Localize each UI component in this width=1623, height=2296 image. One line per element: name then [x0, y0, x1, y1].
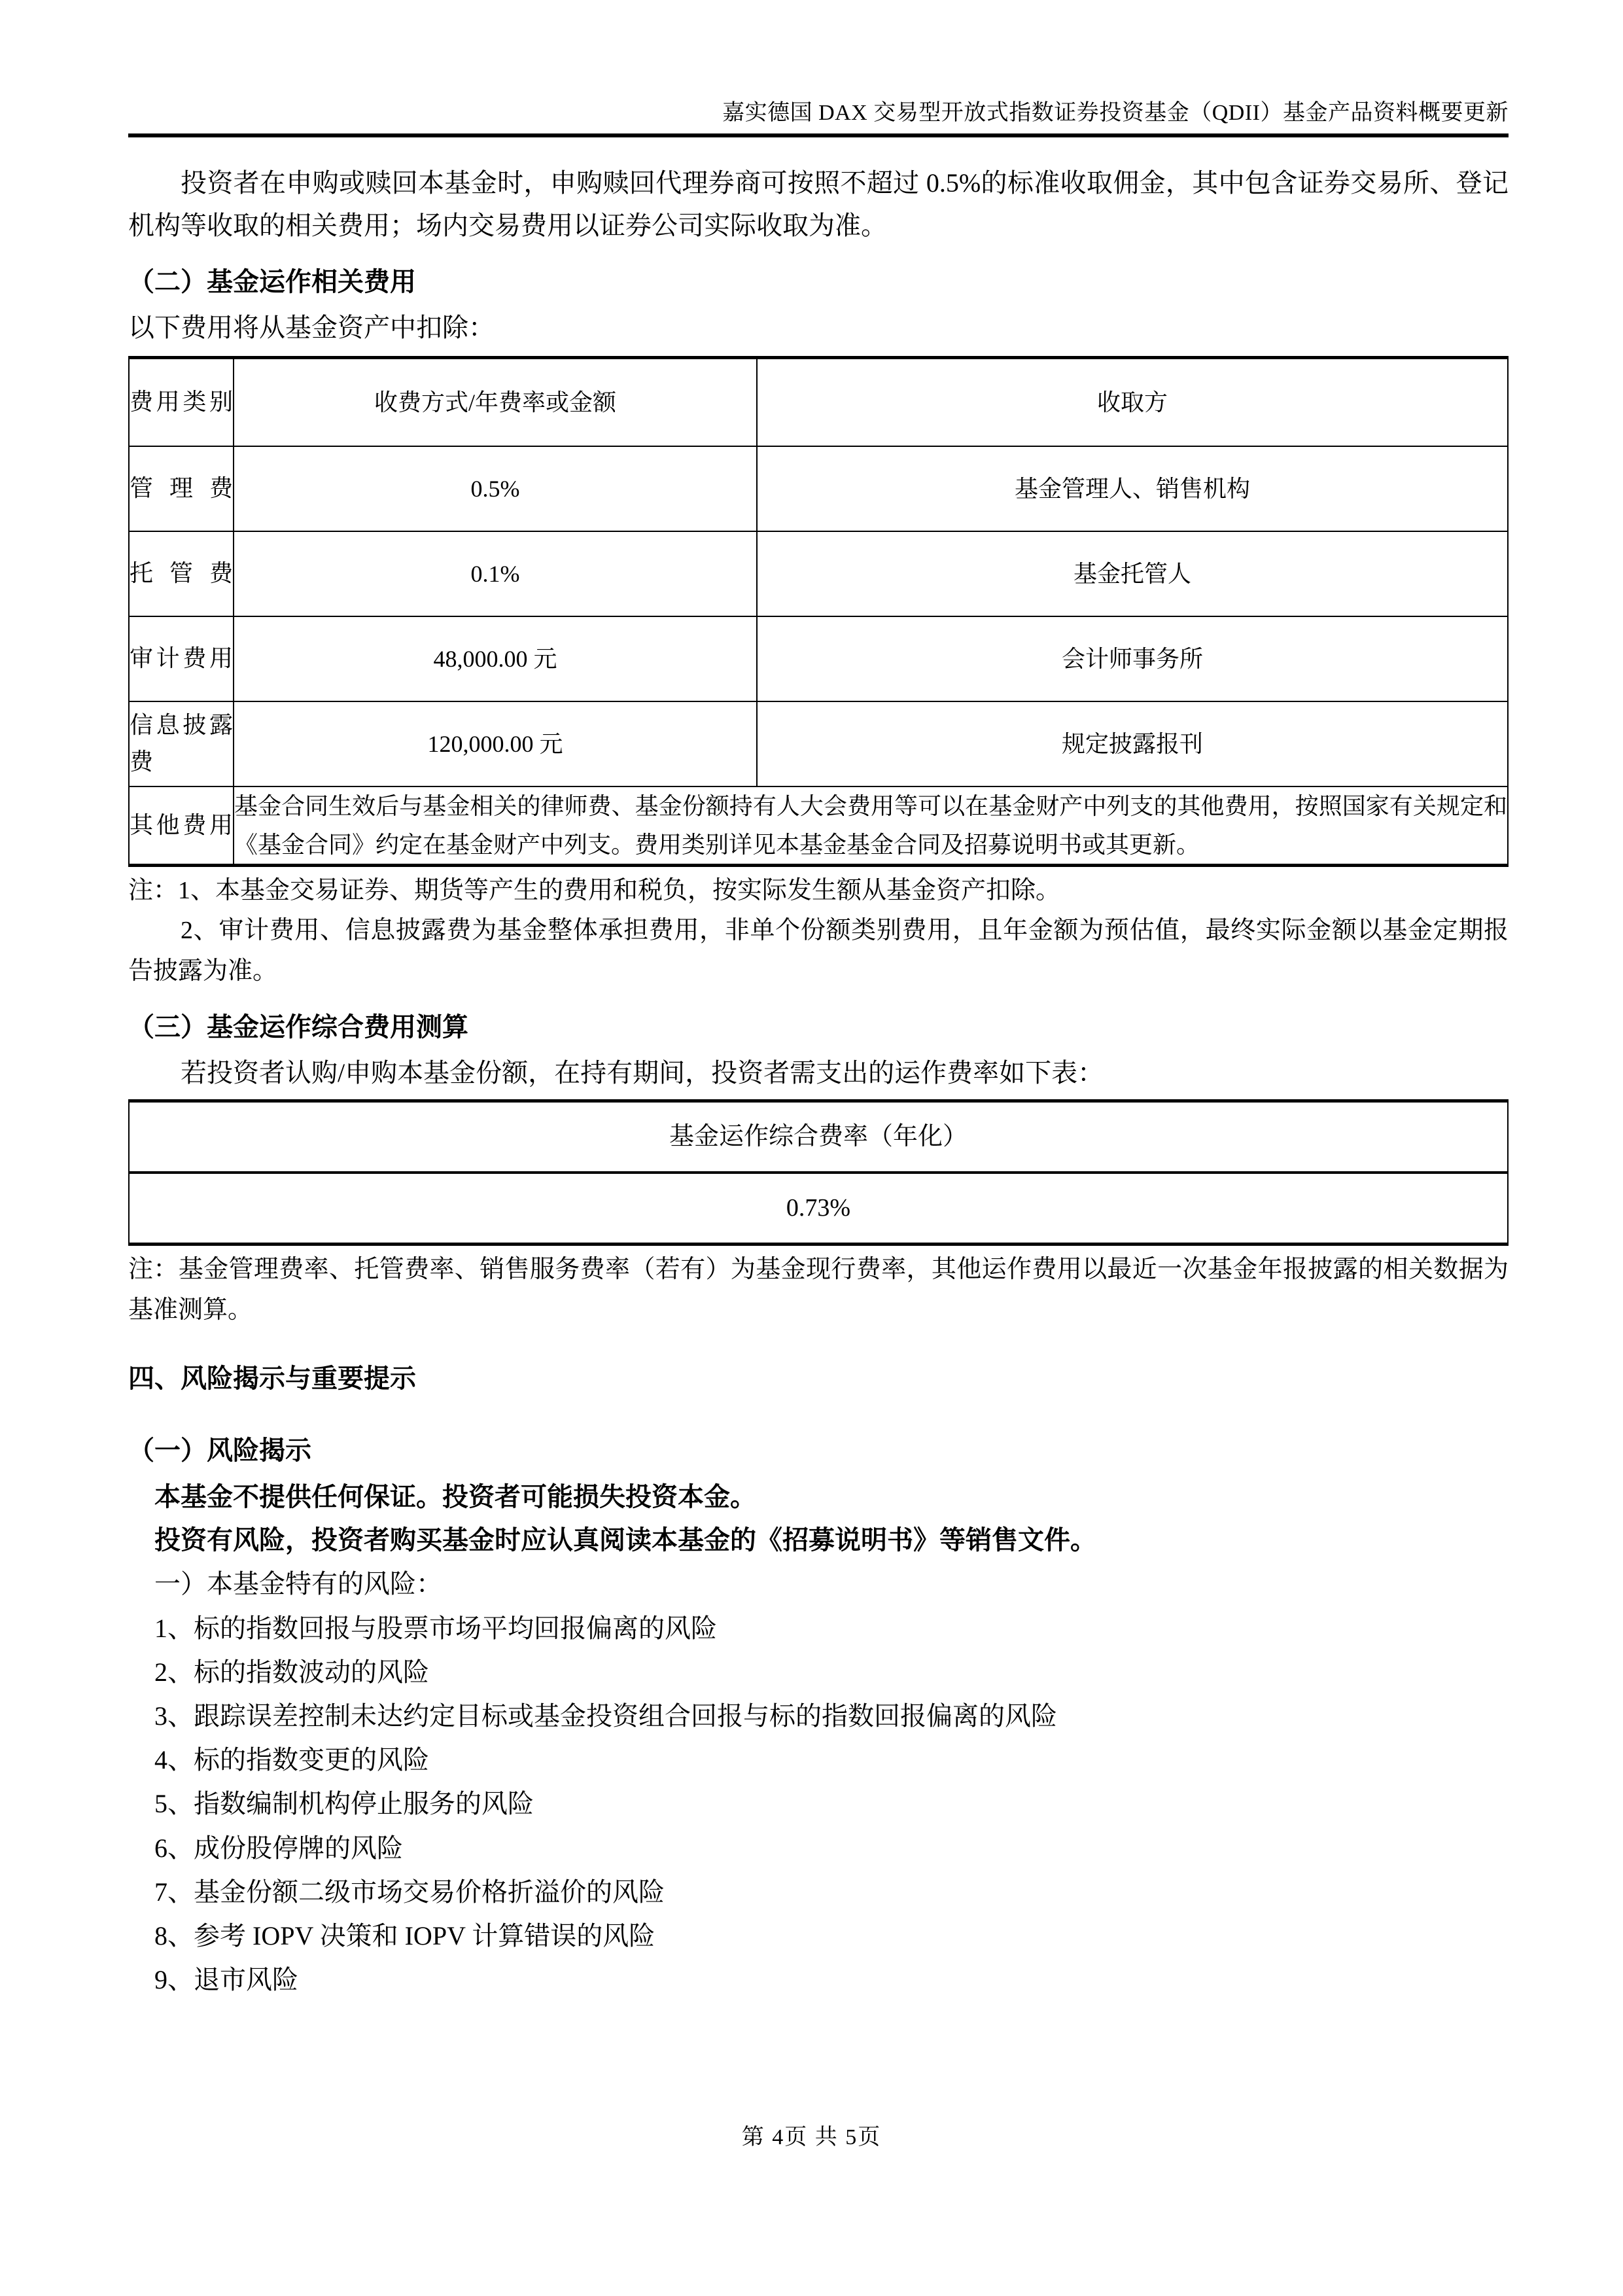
section-two-heading: （二）基金运作相关费用	[128, 267, 416, 297]
list-item: 7、基金份额二级市场交易价格折溢价的风险	[154, 1877, 665, 1907]
page-number: 第 4页 共 5页	[741, 2125, 882, 2149]
fee-type-other: 其他费用	[129, 786, 234, 865]
list-item: 6、成份股停牌的风险	[154, 1833, 403, 1863]
table-row-other	[129, 786, 1508, 865]
fee-table-note-2: 2、审计费用、信息披露费为基金整体承担费用，非单个份额类别费用，且年金额为预估值，最终实际金额以基金定期报告披露为准。	[128, 917, 1509, 985]
header-divider	[128, 133, 1509, 137]
fee-table	[128, 356, 1509, 867]
column-header-type: 费用类别	[129, 358, 234, 447]
fee-method: 48,000.00 元	[234, 616, 757, 701]
fee-payee: 会计师事务所	[757, 616, 1508, 701]
table-row	[129, 616, 1508, 701]
comprehensive-rate-table	[128, 1099, 1509, 1246]
table-row	[129, 531, 1508, 616]
page-footer	[0, 2119, 1623, 2151]
fee-method: 0.5%	[234, 446, 757, 531]
column-header-payee: 收取方	[757, 358, 1508, 447]
page-content	[128, 0, 1509, 2002]
fee-other-description: 基金合同生效后与基金相关的律师费、基金份额持有人大会费用等可以在基金财产中列支的其他费用，按照国家有关规定和《基金合同》约定在基金财产中列支。费用类别详见本基金基金合同及招募说明书或其更新。	[234, 786, 1508, 865]
fee-type: 托管费	[129, 531, 234, 616]
table-row	[129, 446, 1508, 531]
intro-paragraph: 投资者在申购或赎回本基金时，申购赎回代理券商可按照不超过 0.5%的标准收取佣金，其中包含证券交易所、登记机构等收取的相关费用；场内交易费用以证券公司实际收取为准。	[128, 168, 1509, 240]
fee-method: 0.1%	[234, 531, 757, 616]
section-two-lead: 以下费用将从基金资产中扣除：	[128, 313, 495, 343]
rate-table-value: 0.73%	[129, 1173, 1508, 1245]
spacer	[128, 1406, 1509, 1415]
fee-payee: 规定披露报刊	[757, 701, 1508, 786]
risk-bold-line-2: 投资有风险，投资者购买基金时应认真阅读本基金的《招募说明书》等销售文件。	[154, 1525, 1096, 1555]
section-four-heading: 四、风险揭示与重要提示	[128, 1364, 416, 1394]
rate-header-row	[129, 1101, 1508, 1173]
fee-type: 信息披露费	[129, 701, 234, 786]
header-title: 嘉实德国 DAX 交易型开放式指数证券投资基金（QDII）基金产品资料概要更新	[722, 101, 1509, 125]
spacer	[128, 143, 1509, 162]
column-header-method: 收费方式/年费率或金额	[234, 358, 757, 447]
table-row	[129, 701, 1508, 786]
rate-value-row	[129, 1173, 1508, 1245]
fee-payee: 基金管理人、销售机构	[757, 446, 1508, 531]
list-item: 5、指数编制机构停止服务的风险	[154, 1789, 534, 1819]
section-three-lead: 若投资者认购/申购本基金份额，在持有期间，投资者需支出的运作费率如下表：	[181, 1057, 1104, 1087]
risk-bold-line-1: 本基金不提供任何保证。投资者可能损失投资本金。	[154, 1482, 756, 1512]
fee-method: 120,000.00 元	[234, 701, 757, 786]
list-item: 4、标的指数变更的风险	[154, 1745, 429, 1775]
list-item: 9、退市风险	[154, 1965, 298, 1995]
risk-list-intro: 一）本基金特有的风险：	[154, 1569, 442, 1599]
document-header	[128, 0, 1509, 128]
list-item: 2、标的指数波动的风险	[154, 1657, 429, 1687]
section-three-note: 注：基金管理费率、托管费率、销售服务费率（若有）为基金现行费率，其他运作费用以最近一次基金年报披露的相关数据为基准测算。	[128, 1256, 1509, 1324]
section-three-heading: （三）基金运作综合费用测算	[128, 1012, 468, 1042]
list-item: 8、参考 IOPV 决策和 IOPV 计算错误的风险	[154, 1920, 655, 1951]
table-header-row	[129, 358, 1508, 447]
fee-table-note-1: 注：1、本基金交易证券、期货等产生的费用和税负，按实际发生额从基金资产扣除。	[128, 876, 1061, 904]
fee-type: 管理费	[129, 446, 234, 531]
list-item: 3、跟踪误差控制未达约定目标或基金投资组合回报与标的指数回报偏离的风险	[154, 1701, 1057, 1731]
fee-type: 审计费用	[129, 616, 234, 701]
list-item: 1、标的指数回报与股票市场平均回报偏离的风险	[154, 1613, 717, 1643]
fee-payee: 基金托管人	[757, 531, 1508, 616]
rate-table-header: 基金运作综合费率（年化）	[129, 1101, 1508, 1173]
section-four-sub-heading: （一）风险揭示	[128, 1436, 311, 1466]
